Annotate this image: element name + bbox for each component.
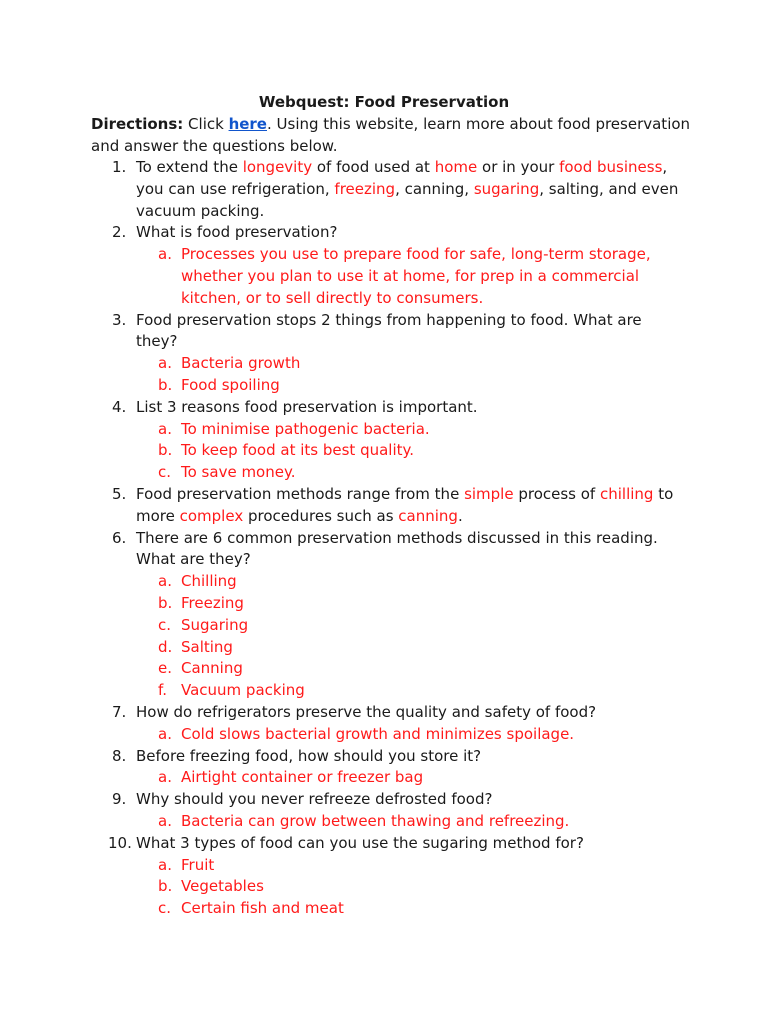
question-text-segment: What is food preservation? — [136, 223, 338, 242]
question-number: 8. — [112, 746, 127, 765]
answer-fill-in: sugaring — [473, 179, 540, 198]
question-item — [0, 397, 681, 419]
question-text-segment: procedures such as — [243, 506, 399, 525]
answer-text: Chilling — [181, 572, 237, 591]
answer-text: Salting — [181, 637, 233, 656]
answer-item — [0, 375, 661, 397]
question-number: 4. — [112, 397, 127, 416]
answer-item — [0, 811, 661, 833]
answer-letter: c. — [158, 615, 172, 634]
answer-text: Airtight container or freezer bag — [181, 768, 424, 787]
question-text-segment: Food preservation methods range from the — [136, 484, 465, 503]
answer-fill-in: longevity — [242, 158, 313, 176]
question-item — [0, 702, 681, 724]
answer-text: Fruit — [181, 855, 215, 874]
question-text-segment: Why should you never refreeze defrosted food? — [136, 790, 493, 809]
answer-text: Sugaring — [181, 615, 249, 634]
answer-letter: a. — [158, 572, 172, 591]
question-text-segment: , canning, — [395, 179, 474, 198]
answer-text: Vegetables — [181, 877, 264, 896]
answer-letter: a. — [158, 245, 172, 264]
question-item — [0, 833, 681, 855]
answer-text: Bacteria can grow between thawing and refreezing. — [181, 811, 570, 830]
answer-letter: a. — [158, 419, 172, 438]
question-text — [136, 398, 478, 416]
directions-paragraph — [91, 114, 701, 158]
answer-text: Bacteria growth — [181, 354, 301, 373]
question-text-segment: There are 6 common preservation methods discussed in this reading. What are they? — [136, 528, 658, 569]
directions-pre-link: Click — [183, 115, 229, 133]
question-list — [0, 157, 768, 920]
question-text — [136, 703, 596, 721]
here-link[interactable]: here — [228, 115, 267, 133]
answer-text: To save money. — [181, 463, 296, 482]
question-item — [0, 484, 681, 528]
answer-letter: d. — [158, 637, 173, 656]
directions-post-link: . Using this website, learn more about food preservation and answer the questions below. — [91, 115, 691, 155]
question-text — [136, 747, 481, 765]
question-number: 2. — [112, 223, 127, 242]
question-text-segment: or in your — [477, 158, 560, 176]
answer-item — [0, 637, 661, 659]
question-text — [136, 223, 337, 241]
question-item — [0, 528, 681, 572]
question-text-segment: Before freezing food, how should you store it? — [136, 746, 482, 765]
answer-item — [0, 767, 661, 789]
question-number: 10. — [108, 833, 132, 852]
question-text — [136, 158, 678, 220]
question-text — [136, 485, 673, 525]
question-text — [136, 834, 584, 852]
question-text-segment: to more — [136, 484, 674, 525]
answer-fill-in: food business — [559, 158, 663, 176]
answer-text: Processes you use to prepare food for safe, long-term storage, whether you plan to use it at home, for prep in a commercial kitchen, or to sell directly to consumers. — [181, 245, 651, 307]
answer-text: To keep food at its best quality. — [181, 441, 415, 460]
question-item — [0, 746, 681, 768]
question-text — [136, 790, 492, 808]
question-text-segment: , you can use refrigeration, — [136, 158, 668, 198]
question-text-segment: Food preservation stops 2 things from happening to food. What are they? — [136, 310, 642, 351]
answer-text: Vacuum packing — [181, 681, 305, 700]
answer-text: Freezing — [181, 593, 244, 612]
answer-text: To minimise pathogenic bacteria. — [181, 419, 430, 438]
answer-letter: b. — [158, 441, 173, 460]
question-text-segment: To extend the — [136, 158, 243, 176]
page-title: Webquest: Food Preservation — [258, 93, 510, 111]
answer-fill-in: canning — [398, 506, 458, 525]
answer-letter: a. — [158, 811, 172, 830]
answer-text: Canning — [181, 659, 243, 678]
answer-letter: e. — [158, 659, 172, 678]
answer-item — [0, 419, 661, 441]
answer-item — [0, 244, 661, 309]
answer-item — [0, 898, 661, 920]
question-number: 1. — [112, 158, 127, 176]
answer-item — [0, 876, 661, 898]
answer-letter: b. — [158, 593, 173, 612]
question-number: 9. — [112, 790, 127, 809]
answer-fill-in: simple — [464, 484, 514, 503]
question-text-segment: What 3 types of food can you use the sugaring method for? — [136, 833, 584, 852]
question-text-segment: process of — [513, 484, 600, 503]
answer-item — [0, 353, 661, 375]
question-text — [136, 311, 642, 351]
answer-letter: a. — [158, 768, 172, 787]
question-number: 3. — [112, 310, 127, 329]
answer-letter: a. — [158, 724, 172, 743]
answer-item — [0, 571, 661, 593]
question-text-segment: List 3 reasons food preservation is important. — [136, 397, 478, 416]
answer-fill-in: complex — [179, 506, 244, 525]
answer-letter: b. — [158, 877, 173, 896]
answer-letter: b. — [158, 375, 173, 394]
answer-text: Food spoiling — [181, 375, 280, 394]
answer-item — [0, 724, 661, 746]
answer-item — [0, 615, 661, 637]
question-text-segment: . — [457, 506, 463, 525]
answer-item — [0, 855, 661, 877]
question-number: 5. — [112, 484, 127, 503]
directions-label: Directions: — [91, 115, 184, 133]
answer-letter: c. — [158, 463, 172, 482]
answer-letter: c. — [158, 899, 172, 918]
answer-letter: a. — [158, 354, 172, 373]
question-number: 7. — [112, 702, 127, 721]
answer-item — [0, 462, 661, 484]
answer-fill-in: home — [434, 158, 478, 176]
question-item — [0, 310, 681, 354]
question-number: 6. — [112, 528, 127, 547]
question-text-segment: How do refrigerators preserve the quality and safety of food? — [136, 702, 597, 721]
question-text-segment: of food used at — [312, 158, 435, 176]
answer-item — [0, 440, 661, 462]
answer-item — [0, 680, 661, 702]
answer-fill-in: chilling — [599, 484, 654, 503]
answer-text: Cold slows bacterial growth and minimizes spoilage. — [181, 724, 575, 743]
answer-item — [0, 658, 661, 680]
question-text — [136, 529, 658, 569]
question-text-segment: , salting, and even vacuum packing. — [136, 179, 679, 220]
question-item — [0, 157, 681, 222]
question-item — [0, 789, 681, 811]
answer-letter: f. — [158, 681, 167, 700]
question-item — [0, 222, 681, 244]
answer-item — [0, 593, 661, 615]
answer-letter: a. — [158, 855, 172, 874]
answer-fill-in: freezing — [334, 179, 396, 198]
answer-text: Certain fish and meat — [181, 899, 344, 918]
